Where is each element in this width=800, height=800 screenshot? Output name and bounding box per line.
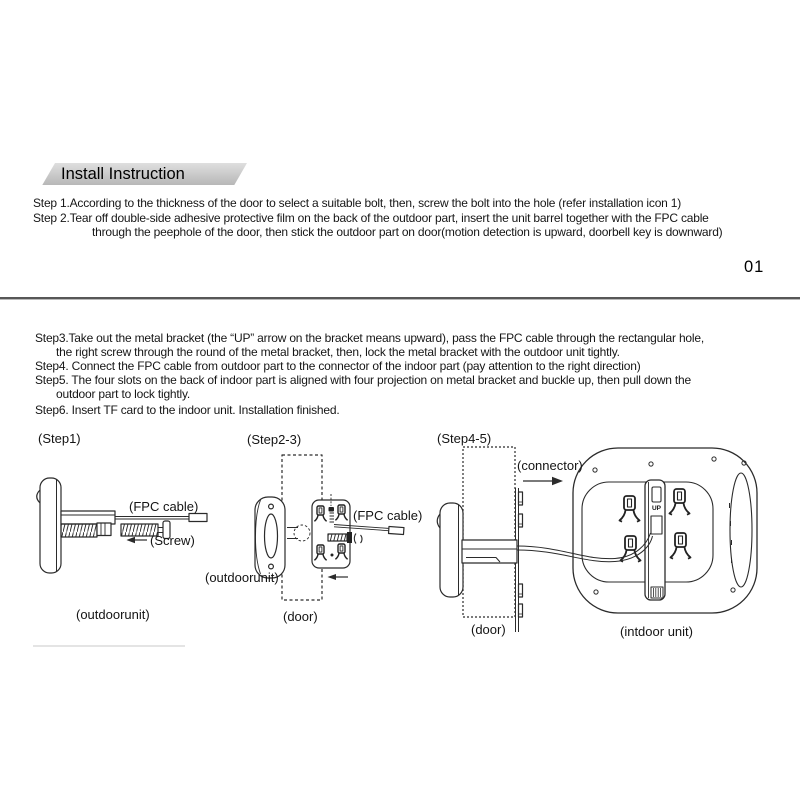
instruction-line: the right screw through the round of the metal bracket, then, lock the metal bracket with the outdoor unit tightly. [56,344,620,359]
fpc-cable-drawing [115,514,207,522]
page-number: 01 [744,258,765,276]
instruction-line: Step 2.Tear off double-side adhesive protective film on the back of the outdoor part, insert the unit barrel together with the FPC cable [33,210,709,225]
diagram-step2-3-title: (Step2-3) [247,432,302,447]
connector-arrow-icon [523,477,563,485]
instruction-line: outdoor part to lock tightly. [56,386,191,401]
outdoor-unit-drawing [255,497,285,578]
door-hole-drawing [287,525,310,541]
rotate-mark-icon [361,535,363,543]
indoor-unit-drawing [573,448,757,613]
outdoor-unit-drawing [37,478,61,573]
instructions-steps-3-6 [35,332,785,418]
section-title: Install Instruction [61,165,185,183]
diagram-step4-5-title: (Step4-5) [437,431,492,446]
faint-edge-line [33,645,185,647]
screw-arrow-icon [127,537,148,543]
instruction-line: Step3.Take out the metal bracket (the “UP” arrow on the bracket means upward), pass the FPC cable through the rectangular hole, [35,331,704,345]
page-divider [0,297,800,300]
instructions-steps-1-2 [33,196,783,240]
connector-label: (connector) [517,458,583,473]
screw-label: (Screw) [150,533,195,548]
instruction-line: through the peephole of the door, then stick the outdoor part on door(motion detection is upward, doorbell key is downward) [92,225,723,240]
outdoor-unit-drawing [437,503,463,597]
instruction-line: Step 1.According to the thickness of the door to select a suitable bolt, then, screw the bolt into the hole (refer installation icon 1) [33,196,682,210]
slide-direction-arrow-icon [328,574,349,580]
instruction-line: Step6. Insert TF card to the indoor unit. Installation finished. [35,403,340,418]
up-marking-text: UP [651,505,662,512]
rotate-mark-icon [354,534,356,544]
door-label: (door) [283,609,318,624]
indoor-unit-label: (intdoor unit) [620,624,693,639]
instruction-line: Step4. Connect the FPC cable from outdoor part to the connector of the indoor part (pay attention to the right direction) [35,358,641,373]
diagram-step1-title: (Step1) [38,431,81,446]
outdoor-unit-label: (outdoorunit) [76,607,150,622]
door-drawing [463,447,515,617]
instruction-line: Step5. The four slots on the back of indoor part is aligned with four projection on metal bracket and buckle up, then pull down the [35,372,691,387]
up-strip-drawing [645,480,665,600]
fpc-cable-label: (FPC cable) [129,499,199,514]
step1-diagram [37,478,207,573]
step4-5-diagram [437,447,563,632]
outdoor-unit-label: (outdoorunit) [205,570,279,585]
door-label: (door) [471,622,506,637]
unit-barrel-drawing [61,511,115,537]
unit-barrel-drawing [462,540,517,563]
metal-bracket-drawing [312,494,362,568]
fpc-cable-label: (FPC cable) [353,508,423,523]
